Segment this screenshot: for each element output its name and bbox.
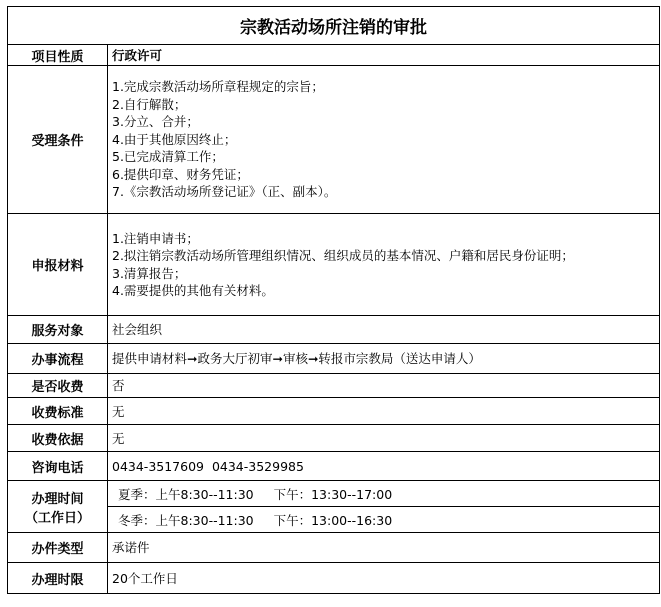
- fee-standard-value: 无: [108, 398, 660, 425]
- service-object-label: 服务对象: [8, 316, 108, 344]
- conditions-label: 受理条件: [8, 66, 108, 214]
- list-item: 2.自行解散；: [112, 96, 187, 112]
- list-item: 2.拟注销宗教活动场所管理组织情况、组织成员的基本情况、户籍和居民身份证明；: [112, 248, 574, 263]
- process-value: 提供申请材料➞政务大厅初审➞审核➞转报市宗教局（送达申请人）: [108, 344, 660, 374]
- fee-label: 是否收费: [8, 374, 108, 398]
- item-type-label: 项目性质: [8, 45, 108, 66]
- table-row: [8, 316, 660, 344]
- table-row: [8, 398, 660, 425]
- summer-hours: [108, 481, 660, 507]
- table-row: [8, 481, 660, 507]
- table-row: [8, 66, 660, 214]
- table-row: [8, 344, 660, 374]
- list-item: 1.注销申请书；: [112, 230, 199, 246]
- fee-value: 否: [108, 374, 660, 398]
- info-table: [7, 6, 660, 594]
- winter-pm: 下午：13:00--16:30: [273, 512, 393, 528]
- process-label: 办事流程: [8, 344, 108, 374]
- fee-basis-value: 无: [108, 425, 660, 452]
- table-row: [8, 533, 660, 563]
- hours-label-line1: 办理时间: [31, 491, 84, 507]
- list-item: 4.需要提供的其他有关材料。: [112, 283, 274, 298]
- materials-list: [108, 214, 660, 316]
- table-row: [8, 563, 660, 594]
- summer-am: 夏季：上午8:30--11:30: [118, 486, 254, 502]
- list-item: 5.已完成清算工作；: [112, 149, 224, 165]
- service-object-value: 社会组织: [108, 316, 660, 344]
- list-item: 1.完成宗教活动场所章程规定的宗旨；: [112, 79, 324, 95]
- time-limit-value: 20个工作日: [108, 563, 660, 594]
- list-item: 6.提供印章、财务凭证；: [112, 166, 249, 182]
- list-item: 7.《宗教活动场所登记证》（正、副本）。: [112, 184, 337, 200]
- materials-label: 申报材料: [8, 214, 108, 316]
- fee-basis-label: 收费依据: [8, 425, 108, 452]
- table-row: [8, 45, 660, 66]
- table-row: [8, 214, 660, 316]
- table-row: [8, 425, 660, 452]
- phone-label: 咨询电话: [8, 452, 108, 481]
- winter-hours: [108, 507, 660, 533]
- summer-pm: 下午：13:30--17:00: [273, 486, 393, 502]
- list-item: 4.由于其他原因终止；: [112, 131, 237, 147]
- case-type-value: 承诺件: [108, 533, 660, 563]
- list-item: 3.清算报告；: [112, 265, 187, 281]
- hours-label-line2: （工作日）: [24, 510, 90, 526]
- page-title: 宗教活动场所注销的审批: [8, 7, 660, 45]
- table-row: [8, 452, 660, 481]
- winter-am: 冬季：上午8:30--11:30: [118, 512, 254, 528]
- approval-info-sheet: [7, 6, 659, 594]
- time-limit-label: 办理时限: [8, 563, 108, 594]
- conditions-list: [108, 66, 660, 214]
- case-type-label: 办件类型: [8, 533, 108, 563]
- item-type-value: 行政许可: [108, 45, 660, 66]
- table-row: [8, 374, 660, 398]
- phone-value: 0434-3517609 0434-3529985: [108, 452, 660, 481]
- fee-standard-label: 收费标准: [8, 398, 108, 425]
- list-item: 3.分立、合并；: [112, 114, 199, 130]
- hours-label: [8, 481, 108, 533]
